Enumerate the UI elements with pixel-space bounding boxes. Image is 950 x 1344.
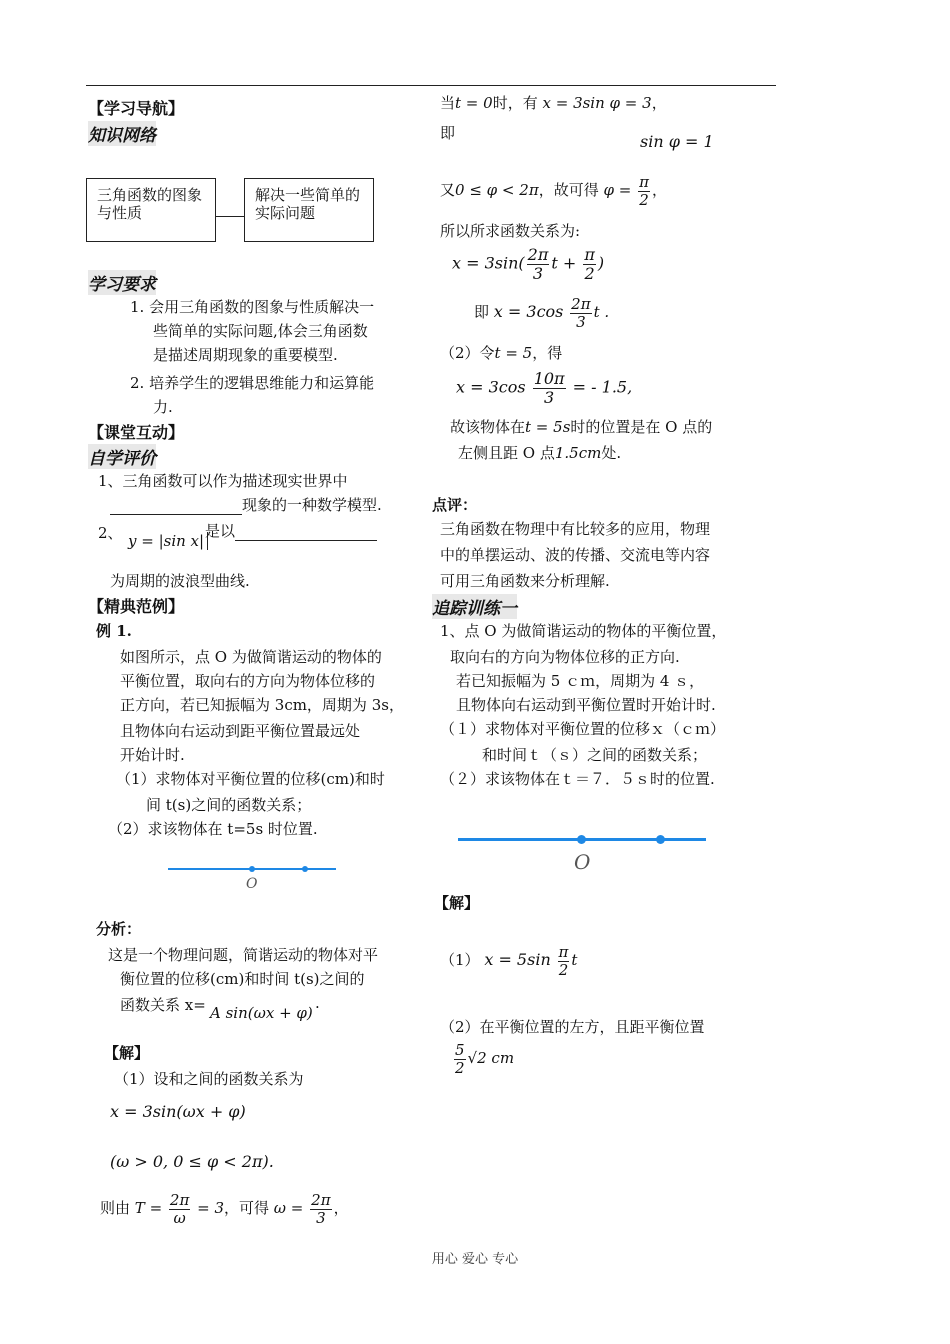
example-1-line5: 开始计时. (120, 746, 185, 764)
right-line-4: 所以所求函数关系为: (440, 222, 581, 240)
right-formula-sin: x = 3sin( $\frac{2\pi}{3}$ t + $\frac{\pi}{2}$ ) (452, 245, 605, 283)
right-line-9: 故该物体在t = 5s时的位置是在 O 点的 (450, 418, 713, 436)
answer-1: （1） x = 5sin $\frac{\pi}{2}$ t (440, 943, 578, 979)
practice-object-point (656, 835, 665, 844)
solution-label-left: 【解】 (104, 1044, 150, 1062)
comment-line3: 可用三角函数来分析理解. (440, 572, 610, 590)
question-1-blank-line (110, 494, 382, 515)
practice-line2: 取向右的方向为物体位移的正方向. (450, 648, 680, 666)
solution-formula-1: x = 3sin(ωx + φ) (110, 1102, 246, 1121)
concept-box-practical-problems: 解决一些简单的实际问题 (244, 178, 374, 242)
requirement-1-line3: 是描述周期现象的重要模型. (153, 346, 338, 364)
practice-origin-point (577, 835, 586, 844)
right-line-1: 当t = 0时，有 x = 3sin φ = 3， (440, 94, 667, 112)
example-1-line3: 正方向，若已知振幅为 3cm，周期为 3s， (120, 696, 404, 714)
right-line-2-label: 即 (440, 124, 456, 142)
practice-line4: 且物体向右运动到平衡位置时开始计时. (456, 696, 716, 714)
analysis-line3: 函数关系 x= (120, 996, 206, 1014)
solution-line1: （1）设和之间的函数关系为 (114, 1070, 304, 1088)
comment-label: 点评： (432, 496, 478, 514)
solution-formula-3: 则由 T = $\frac{2\pi}{\omega}$ = 3，可得 ω = $\frac{2\pi}{3}$ ， (100, 1191, 349, 1227)
practice-line5: （１）求物体对平衡位置的位移ｘ（ｃｍ） (440, 720, 726, 738)
example-1-question1-line1: （1）求物体对平衡位置的位移(cm)和时 (116, 770, 385, 788)
example-1-line2: 平衡位置，取向右的方向为物体位移的 (120, 672, 376, 690)
question-1-text: 1、三角函数可以作为描述现实世界中 (98, 472, 348, 490)
right-line-7: （2）令t = 5，得 (440, 344, 563, 362)
right-line-2-formula: sin φ = 1 (640, 132, 714, 151)
section-heading-examples: 【精典范例】 (88, 597, 185, 616)
comment-line2: 中的单摆运动、波的传播、交流电等内容 (440, 546, 711, 564)
example-1-line4: 且物体向右运动到距平衡位置最远处 (120, 722, 361, 740)
analysis-end: . (315, 994, 320, 1012)
example-1-question2: （2）求该物体在 t=5s 时位置. (108, 820, 318, 838)
practice-line1: 1、点 O 为做简谐运动的物体的平衡位置， (440, 622, 727, 640)
section-heading-interaction: 【课堂互动】 (88, 423, 185, 442)
analysis-line1: 这是一个物理问题，简谐运动的物体对平 (108, 946, 379, 964)
origin-label: O (246, 876, 258, 892)
object-point (302, 866, 308, 872)
practice-line6: 和时间ｔ（ｓ）之间的函数关系； (482, 746, 708, 764)
concept-box-graph-properties: 三角函数的图象与性质 (86, 178, 216, 242)
origin-point (249, 866, 255, 872)
subheading-learning-requirements: 学习要求 (88, 270, 156, 295)
practice-origin-label: O (574, 850, 591, 874)
question-2-formula: y = |sin x| (128, 532, 208, 550)
page-footer: 用心 爱心 专心 (431, 1252, 519, 1267)
example-1-line1: 如图所示，点 O 为做简谐运动的物体的 (120, 648, 382, 666)
question-1-suffix: 现象的一种数学模型. (242, 496, 382, 514)
right-line-3: 又0 ≤ φ < 2π，故可得 φ = $\frac{\pi}{2}$ ， (440, 173, 667, 209)
subheading-tracking-practice: 追踪训练一 (432, 594, 517, 619)
section-heading-guide: 【学习导航】 (88, 99, 185, 118)
practice-line7: （２）求该物体在ｔ＝７．５ｓ时的位置. (440, 770, 715, 788)
solution-formula-2: (ω > 0, 0 ≤ φ < 2π). (110, 1152, 274, 1171)
example-1-question1-line2: 间 t(s)之间的函数关系； (146, 796, 312, 814)
right-formula-cos: 即 x = 3cos $\frac{2\pi}{3}$ t . (474, 295, 610, 331)
answer-2-line1: （2）在平衡位置的左方，且距平衡位置 (440, 1018, 705, 1036)
requirement-1-line1: 1. 会用三角函数的图象与性质解决一 (130, 298, 375, 316)
requirement-2-line2: 力. (153, 398, 173, 416)
subheading-self-evaluation: 自学评价 (88, 444, 156, 469)
concept-connector (216, 216, 244, 217)
right-formula-result: x = 3cos $\frac{10\pi}{3}$ = - 1.5, (456, 369, 633, 407)
solution-label-right: 【解】 (434, 894, 480, 912)
example-1-label: 例 1. (96, 622, 132, 640)
analysis-label: 分析： (96, 920, 142, 938)
requirement-1-line2: 些简单的实际问题,体会三角函数 (153, 322, 368, 340)
practice-line3: 若已知振幅为 5 ｃｍ，周期为 4 ｓ， (456, 672, 705, 690)
comment-line1: 三角函数在物理中有比较多的应用，物理 (440, 520, 711, 538)
analysis-formula: A sin(ωx + φ) (210, 1004, 313, 1022)
question-2-text: 是以 (205, 520, 377, 541)
question-2-number: 2、 (98, 524, 123, 542)
answer-2-value: $\frac{5}{2}$ √2 cm (455, 1041, 515, 1077)
subheading-knowledge-network: 知识网络 (88, 121, 156, 146)
requirement-2-line1: 2. 培养学生的逻辑思维能力和运算能 (130, 374, 375, 392)
question-2-suffix: 为周期的波浪型曲线. (110, 572, 250, 590)
top-rule (86, 85, 776, 86)
right-line-10: 左侧且距 O 点1.5cm处. (458, 444, 622, 462)
analysis-line2: 衡位置的位移(cm)和时间 t(s)之间的 (120, 970, 365, 988)
